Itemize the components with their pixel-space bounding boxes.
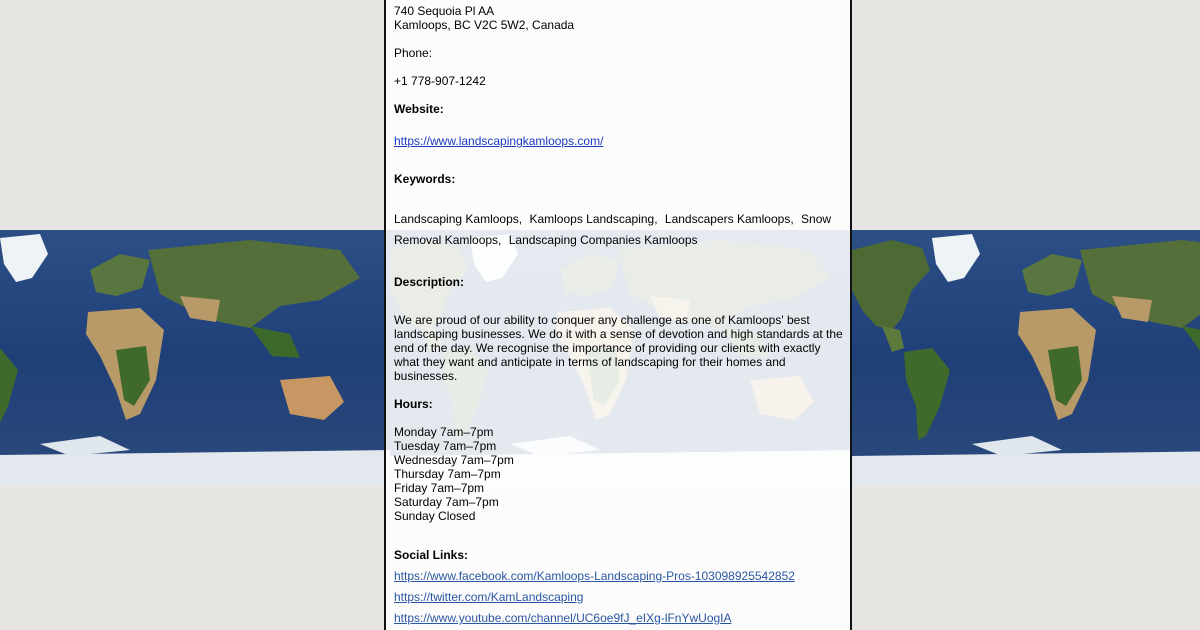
social-links-label: Social Links: <box>394 548 469 562</box>
hours-item: Friday 7am–7pm <box>394 481 485 495</box>
website-label: Website: <box>394 102 444 116</box>
hours-item: Wednesday 7am–7pm <box>394 453 514 467</box>
address-line2: Kamloops, BC V2C 5W2, Canada <box>394 18 575 32</box>
keyword-item: Snow Removal Kamloops <box>394 212 832 247</box>
keywords-label: Keywords: <box>394 172 456 186</box>
hours-item: Thursday 7am–7pm <box>394 467 501 481</box>
keyword-item: Landscapers Kamloops <box>664 212 791 226</box>
phone-label: Phone: <box>394 46 433 60</box>
keyword-item: Landscaping Companies Kamloops <box>508 233 698 247</box>
phone-number: +1 778-907-1242 <box>394 74 486 88</box>
hours-list <box>394 425 844 523</box>
hours-item: Monday 7am–7pm <box>394 425 494 439</box>
hours-item: Saturday 7am–7pm <box>394 495 499 509</box>
business-info-content <box>394 4 844 625</box>
hours-item: Sunday Closed <box>394 509 476 523</box>
keywords-list: Landscaping Kamloops, Kamloops Landscaping, Landscapers Kamloops, Snow Removal Kamloops, Landscaping Companies Kamloops <box>394 212 832 247</box>
hours-item: Tuesday 7am–7pm <box>394 439 497 453</box>
address-line1: 740 Sequoia Pl AA <box>394 4 495 18</box>
website-link[interactable]: https://www.landscapingkamloops.com/ <box>394 134 604 148</box>
twitter-link[interactable]: https://twitter.com/KamLandscaping <box>394 590 584 604</box>
description-label: Description: <box>394 275 465 289</box>
facebook-link[interactable]: https://www.facebook.com/Kamloops-Landscaping-Pros-103098925542852 <box>394 569 795 583</box>
youtube-link[interactable]: https://www.youtube.com/channel/UC6oe9fJ_eIXg-lFnYwUogIA <box>394 611 732 625</box>
keyword-item: Kamloops Landscaping <box>529 212 655 226</box>
description-text: We are proud of our ability to conquer any challenge as one of Kamloops' best landscaping businesses. We do it with a sense of devotion and high standards at the end of the day. We recognise the importance of providing our clients with exactly what they want and anticipate in terms of landscaping for their homes and businesses. <box>394 313 843 383</box>
business-info-panel <box>384 0 852 630</box>
keyword-item: Landscaping Kamloops <box>394 212 519 226</box>
hours-label: Hours: <box>394 397 433 411</box>
